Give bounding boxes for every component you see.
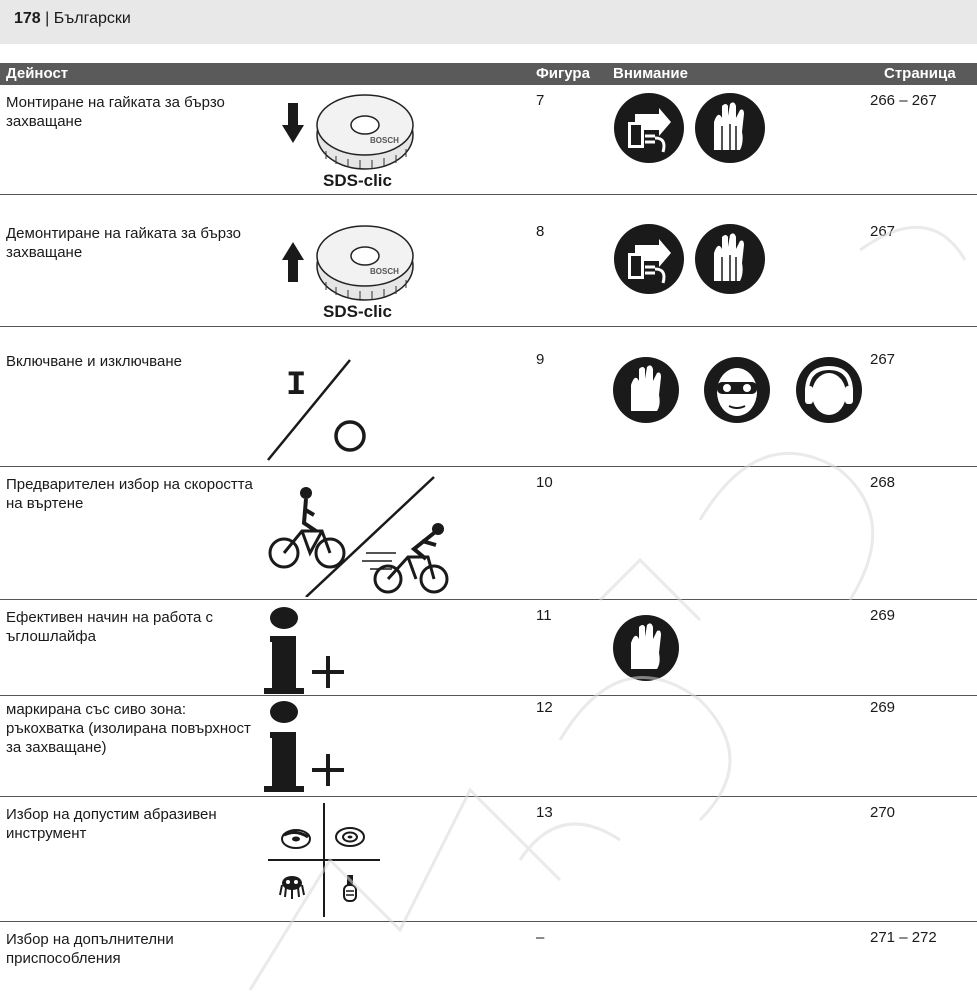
row-page: 270 <box>870 804 896 821</box>
header-page: Страница <box>884 65 956 82</box>
row-figure: 7 <box>536 92 545 109</box>
on-symbol: I <box>286 367 307 405</box>
row-page: 269 <box>870 607 896 624</box>
page-header-bar <box>0 0 977 44</box>
row-activity: Избор на допълнителни приспособления <box>6 931 174 967</box>
row-activity: Демонтиране на гайката за бързо захващане <box>6 225 242 261</box>
row-figure: 8 <box>536 223 545 240</box>
gloves-icon <box>612 356 680 424</box>
row-figure: 11 <box>536 607 552 624</box>
table-row <box>0 600 977 696</box>
row-page: 267 <box>870 351 896 368</box>
info-plus-icon <box>262 606 362 694</box>
arrow-up-icon <box>282 242 304 284</box>
row-activity: Включване и изключване <box>6 353 182 370</box>
eye-protection-icon <box>703 356 771 424</box>
row-page: 269 <box>870 699 896 716</box>
gloves-icon <box>612 614 680 682</box>
header-attention: Внимание <box>613 65 688 82</box>
page-header-text: 178 | Български <box>14 10 131 27</box>
unplug-icon <box>613 92 685 164</box>
info-plus-icon <box>262 700 362 792</box>
page-language: Български <box>53 10 131 27</box>
row-figure: 13 <box>536 804 553 821</box>
row-activity: маркирана със сиво зона: ръкохватка (изолирана повърхност за захващане) <box>6 701 251 756</box>
table-header <box>0 63 977 85</box>
row-figure: 9 <box>536 351 545 368</box>
gloves-icon <box>694 92 766 164</box>
row-page: 271 – 272 <box>870 929 937 946</box>
abrasive-tools-icon <box>268 803 380 917</box>
row-figure: 10 <box>536 474 553 491</box>
on-off-icon <box>266 354 386 464</box>
page-number: 178 <box>14 10 41 27</box>
row-figure: – <box>536 929 545 946</box>
wire-brush-icon <box>344 875 356 901</box>
row-activity: Монтиране на гайката за бързо захващане <box>6 94 225 130</box>
table-row <box>0 467 977 600</box>
sds-clic-logo: SDS-clic <box>323 302 392 321</box>
cutting-disc-icon <box>282 830 310 848</box>
row-activity: Ефективен начин на работа с ъглошлайфа <box>6 609 213 645</box>
gloves-icon <box>694 223 766 295</box>
table-row <box>0 85 977 195</box>
header-figure: Фигура <box>536 65 590 82</box>
nut-brand: BOSCH <box>370 136 399 145</box>
arrow-down-icon <box>282 103 304 145</box>
table-row <box>0 344 977 467</box>
row-figure: 12 <box>536 699 553 716</box>
bicycle-slow-icon <box>270 487 344 567</box>
header-activity: Дейност <box>6 65 69 82</box>
grinding-disc-icon <box>336 828 364 846</box>
cup-brush-icon <box>280 876 304 899</box>
table-row <box>0 922 977 998</box>
row-page: 266 – 267 <box>870 92 937 109</box>
table-row <box>0 692 977 797</box>
row-page: 267 <box>870 223 896 240</box>
sds-clic-logo: SDS-clic <box>323 171 392 190</box>
row-page: 268 <box>870 474 896 491</box>
table-row <box>0 216 977 327</box>
quick-nut-icon <box>312 222 422 302</box>
ear-protection-icon <box>795 356 863 424</box>
speed-preselect-icon <box>266 475 456 597</box>
unplug-icon <box>613 223 685 295</box>
nut-brand: BOSCH <box>370 267 399 276</box>
row-activity: Предварителен избор на скоростта на въртене <box>6 476 253 512</box>
quick-nut-icon <box>312 91 422 171</box>
table-row <box>0 797 977 922</box>
row-activity: Избор на допустим абразивен инструмент <box>6 806 217 842</box>
